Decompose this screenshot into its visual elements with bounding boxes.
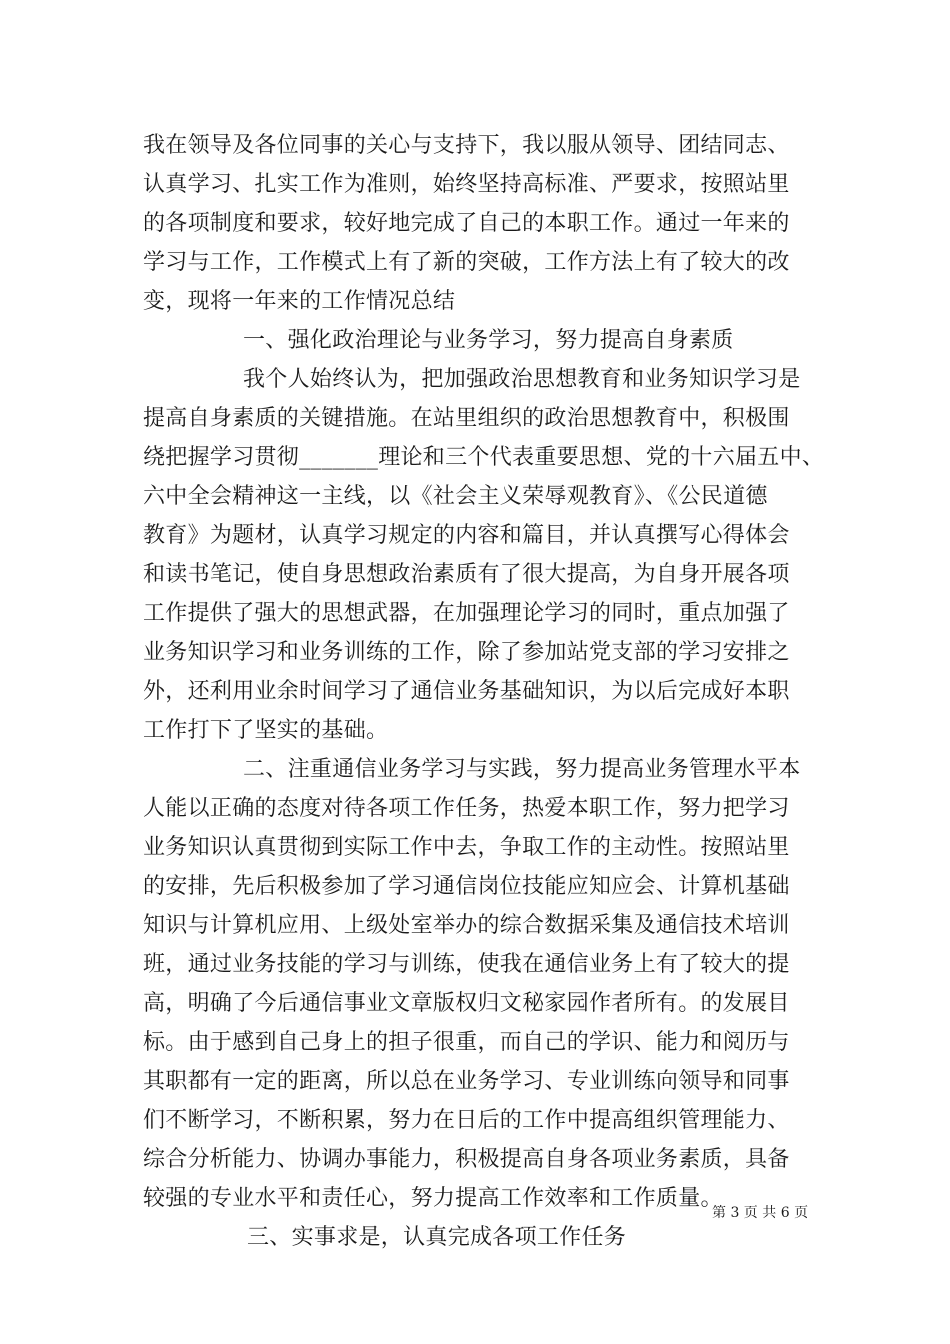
text-line: 班，通过业务技能的学习与训练，使我在通信业务上有了较大的提 <box>143 952 790 977</box>
section-heading: 二、注重通信业务学习与实践，努力提高业务管理水平本 <box>243 757 801 782</box>
text-line: 的安排，先后积极参加了学习通信岗位技能应知应会、计算机基础 <box>143 874 790 899</box>
text-line: 们不断学习，不断积累，努力在日后的工作中提高组织管理能力、 <box>143 1108 790 1133</box>
text-line: 高，明确了今后通信事业文章版权归文秘家园作者所有。的发展目 <box>143 991 790 1016</box>
text-line: 业务知识认真贯彻到实际工作中去，争取工作的主动性。按照站里 <box>143 835 790 860</box>
text-line: 的各项制度和要求，较好地完成了自己的本职工作。通过一年来的 <box>143 211 790 236</box>
section-heading: 三、实事求是，认真完成各项工作任务 <box>247 1225 627 1250</box>
text-line: 认真学习、扎实工作为准则，始终坚持高标准、严要求，按照站里 <box>143 172 790 197</box>
text-line: 变，现将一年来的工作情况总结 <box>143 289 456 314</box>
text-line: 绕把握学习贯彻_______理论和三个代表重要思想、党的十六届五中、 <box>143 445 825 470</box>
text-line: 我在领导及各位同事的关心与支持下，我以服从领导、团结同志、 <box>143 133 790 158</box>
text-line: 工作打下了坚实的基础。 <box>143 718 389 743</box>
text-line: 工作提供了强大的思想武器，在加强理论学习的同时，重点加强了 <box>143 601 790 626</box>
text-line: 和读书笔记，使自身思想政治素质有了很大提高，为自身开展各项 <box>143 562 790 587</box>
text-line: 标。由于感到自己身上的担子很重，而自己的学识、能力和阅历与 <box>143 1030 790 1055</box>
text-line: 较强的专业水平和责任心，努力提高工作效率和工作质量。 <box>143 1186 723 1211</box>
text-line: 外，还利用业余时间学习了通信业务基础知识，为以后完成好本职 <box>143 679 790 704</box>
page-number-footer: 第 3 页 共 6 页 <box>712 1205 809 1221</box>
text-line: 业务知识学习和业务训练的工作，除了参加站党支部的学习安排之 <box>143 640 790 665</box>
text-line: 综合分析能力、协调办事能力，积极提高自身各项业务素质，具备 <box>143 1147 790 1172</box>
text-line: 我个人始终认为，把加强政治思想教育和业务知识学习是 <box>243 367 801 392</box>
text-line: 提高自身素质的关键措施。在站里组织的政治思想教育中，积极围 <box>143 406 790 431</box>
text-line: 六中全会精神这一主线，以《社会主义荣辱观教育》、《公民道德 <box>143 484 768 509</box>
text-line: 学习与工作，工作模式上有了新的突破，工作方法上有了较大的改 <box>143 250 790 275</box>
text-line: 其职都有一定的距离，所以总在业务学习、专业训练向领导和同事 <box>143 1069 790 1094</box>
text-line: 教育》为题材，认真学习规定的内容和篇目，并认真撰写心得体会 <box>143 523 790 548</box>
text-line: 人能以正确的态度对待各项工作任务，热爱本职工作，努力把学习 <box>143 796 790 821</box>
text-line: 知识与计算机应用、上级处室举办的综合数据采集及通信技术培训 <box>143 913 790 938</box>
section-heading: 一、强化政治理论与业务学习，努力提高自身素质 <box>243 328 734 353</box>
